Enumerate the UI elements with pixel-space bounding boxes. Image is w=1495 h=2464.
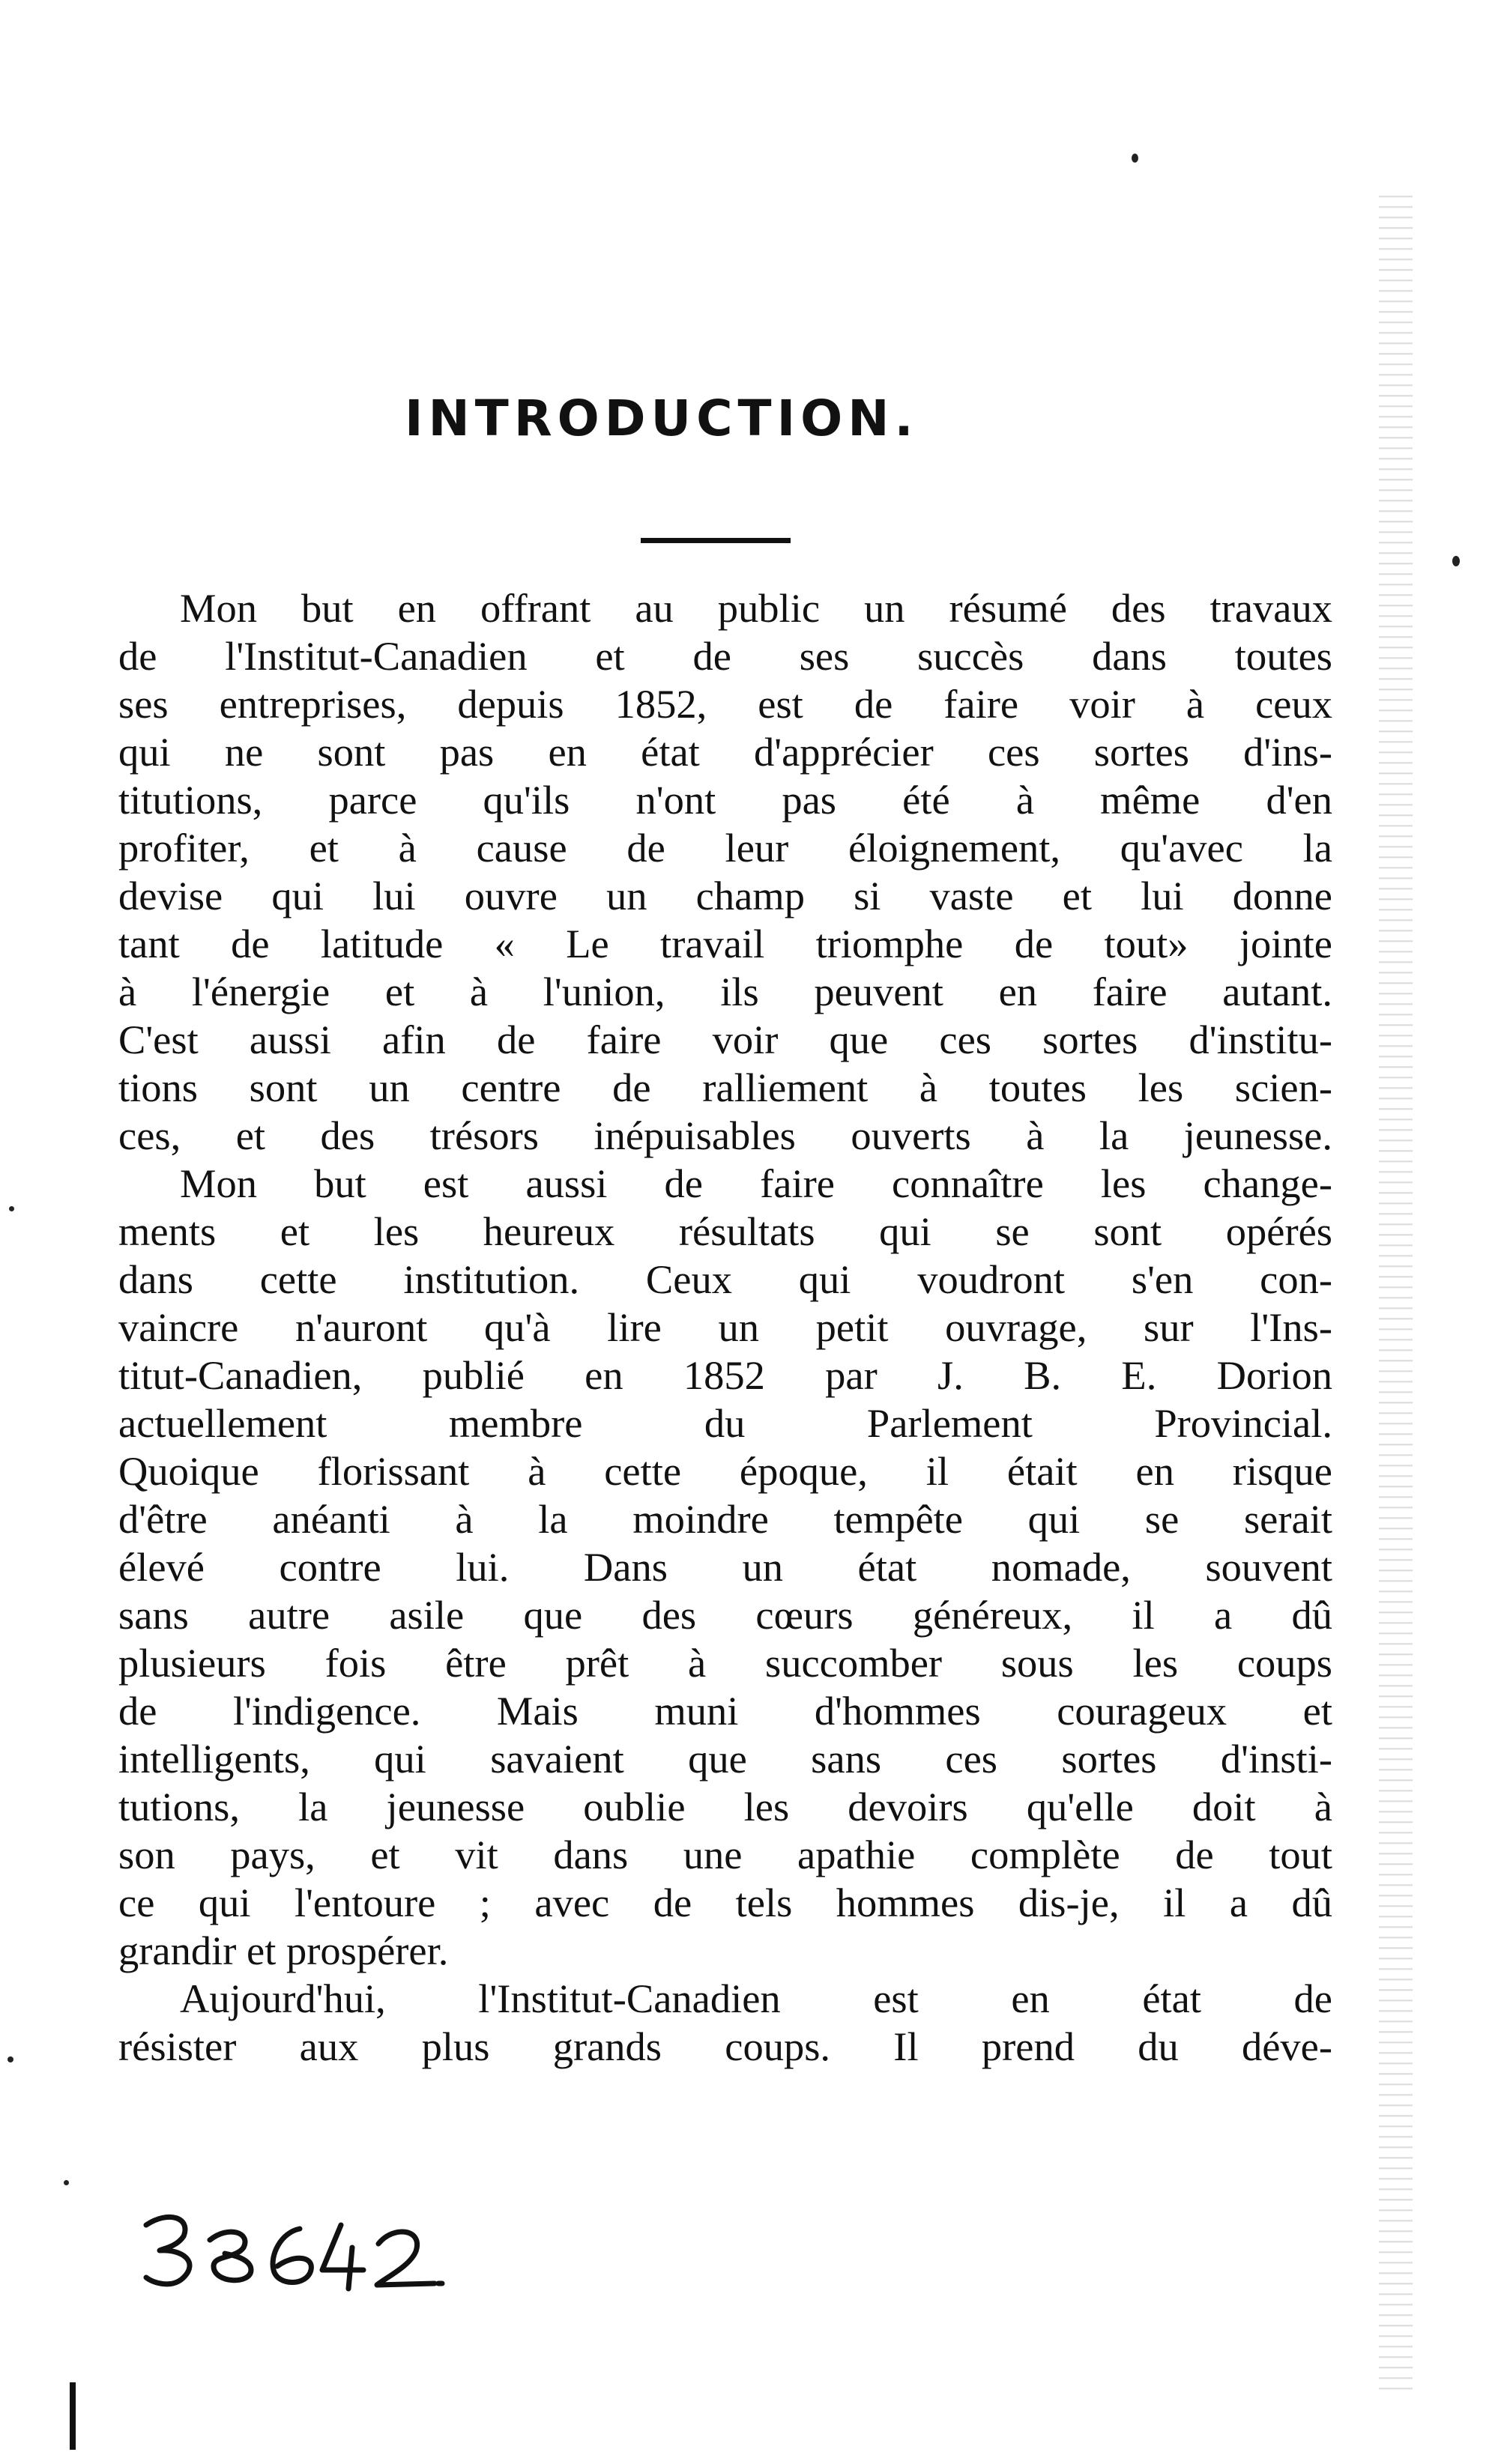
text-line: résister aux plus grands coups. Il prend du déve-: [118, 2023, 1332, 2069]
text-line: devise qui lui ouvre un champ si vaste et lui donne: [118, 873, 1332, 918]
text-line: ses entreprises, depuis 1852, est de faire voir à ceux: [118, 681, 1332, 727]
speck-mark: [1452, 556, 1460, 566]
text-line: élevé contre lui. Dans un état nomade, souvent: [118, 1544, 1332, 1590]
text-line: ce qui l'entoure ; avec de tels hommes dis-je, il a dû: [118, 1880, 1332, 1925]
title-rule-divider: [641, 538, 791, 543]
text-line: plusieurs fois être prêt à succomber sous les coups: [118, 1640, 1332, 1686]
text-line: C'est aussi afin de faire voir que ces sortes d'institu-: [118, 1017, 1332, 1062]
text-line: Aujourd'hui, l'Institut-Canadien est en état de: [180, 1976, 1332, 2021]
speck-mark: [64, 2180, 69, 2185]
paragraph-1: [118, 584, 1332, 1160]
page-title: INTRODUCTION.: [405, 390, 919, 447]
text-line: grandir et prospérer.: [118, 1928, 449, 1973]
page-edge-shadow: [1379, 187, 1413, 2397]
body-text: [118, 584, 1332, 2071]
text-line: à l'énergie et à l'union, ils peuvent en faire autant.: [118, 969, 1332, 1014]
text-line: titut-Canadien, publié en 1852 par J. B. E. Dorion: [118, 1352, 1332, 1398]
speck-mark: [1132, 154, 1138, 163]
speck-mark: [9, 1206, 14, 1211]
speck-mark: [7, 2056, 13, 2062]
text-line: ces, et des trésors inépuisables ouverts à la jeunesse.: [118, 1113, 1332, 1158]
handwritten-catalog-number: [139, 2195, 453, 2307]
text-line: Mon but est aussi de faire connaître les change-: [180, 1160, 1332, 1206]
text-line: de l'indigence. Mais muni d'hommes courageux et: [118, 1688, 1332, 1734]
text-line: qui ne sont pas en état d'apprécier ces sortes d'ins-: [118, 729, 1332, 775]
text-line: tions sont un centre de ralliement à toutes les scien-: [118, 1065, 1332, 1110]
text-line: actuellement membre du Parlement Provincial.: [118, 1400, 1332, 1446]
text-line: profiter, et à cause de leur éloignement, qu'avec la: [118, 825, 1332, 871]
text-line: ments et les heureux résultats qui se sont opérés: [118, 1208, 1332, 1254]
text-line: Mon but en offrant au public un résumé des travaux: [180, 585, 1332, 631]
text-line: tant de latitude « Le travail triomphe de tout» jointe: [118, 921, 1332, 966]
text-line: Quoique florissant à cette époque, il était en risque: [118, 1448, 1332, 1494]
text-line: titutions, parce qu'ils n'ont pas été à même d'en: [118, 777, 1332, 823]
text-line: son pays, et vit dans une apathie complète de tout: [118, 1832, 1332, 1877]
text-line: sans autre asile que des cœurs généreux, il a dû: [118, 1592, 1332, 1638]
text-line: vaincre n'auront qu'à lire un petit ouvrage, sur l'Ins-: [118, 1304, 1332, 1350]
paragraph-2: [118, 1160, 1332, 1975]
text-line: intelligents, qui savaient que sans ces sortes d'insti-: [118, 1736, 1332, 1782]
paragraph-3: [118, 1975, 1332, 2071]
margin-mark: [70, 2382, 76, 2450]
text-line: dans cette institution. Ceux qui voudront s'en con-: [118, 1256, 1332, 1302]
text-line: tutions, la jeunesse oublie les devoirs qu'elle doit à: [118, 1784, 1332, 1829]
text-line: de l'Institut-Canadien et de ses succès dans toutes: [118, 633, 1332, 679]
text-line: d'être anéanti à la moindre tempête qui se serait: [118, 1496, 1332, 1542]
